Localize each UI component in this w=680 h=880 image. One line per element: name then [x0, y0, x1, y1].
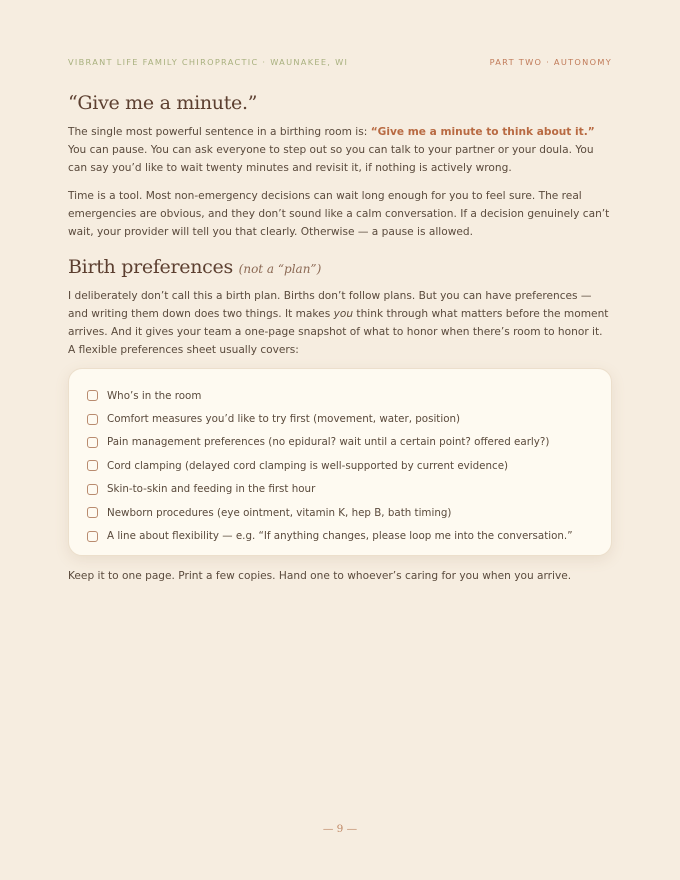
checklist-item[interactable] [87, 478, 593, 501]
checklist-item[interactable] [87, 454, 593, 477]
practice-name: VIBRANT LIFE FAMILY CHIROPRACTIC · WAUNAKEE, WI [68, 57, 349, 67]
checklist-item-label: Pain management preferences (no epidural? wait until a certain point? offered early?) [107, 436, 550, 449]
running-header [68, 57, 612, 67]
page-number: — 9 — [322, 823, 358, 835]
checklist-item[interactable] [87, 431, 593, 454]
paragraph-text: The single most powerful sentence in a birthing room is: [68, 126, 371, 138]
checkbox[interactable] [87, 437, 98, 448]
heading-subtitle: (not a “plan”) [238, 262, 322, 276]
paragraph-preferences-intro [68, 287, 612, 359]
checkbox[interactable] [87, 484, 98, 495]
checkbox[interactable] [87, 507, 98, 518]
heading-text: Birth preferences [68, 256, 233, 278]
checklist-item-label: Who’s in the room [107, 389, 202, 402]
checklist-item-label: Comfort measures you’d like to try first (movement, water, position) [107, 413, 461, 426]
heading-give-me-a-minute: “Give me a minute.” [68, 92, 258, 114]
checkbox[interactable] [87, 460, 98, 471]
checklist-item-label: Newborn procedures (eye ointment, vitamin K, hep B, bath timing) [107, 506, 452, 519]
paragraph-closing: Keep it to one page. Print a few copies. Hand one to whoever’s caring for you when you arrive. [68, 570, 572, 582]
checklist-item[interactable] [87, 407, 593, 430]
checklist-item[interactable] [87, 384, 593, 407]
checkbox[interactable] [87, 414, 98, 425]
checklist-item-label: Skin-to-skin and feeding in the first hour [107, 483, 316, 496]
section-label: PART TWO · AUTONOMY [489, 57, 612, 67]
checkbox[interactable] [87, 531, 98, 542]
paragraph-text: I deliberately don’t call this a birth plan. Births don’t follow plans. But you can have preferences — and writing them down does two things. It makes [68, 290, 592, 320]
paragraph-text: think through what matters before the moment arrives. And it gives your team a one-page snapshot of what to honor when there’s room to honor it. A flexible preferences sheet usually covers: [68, 308, 609, 356]
checklist-item-label: Cord clamping (delayed cord clamping is well-supported by current evidence) [107, 459, 509, 472]
checklist-item[interactable] [87, 501, 593, 524]
checkbox[interactable] [87, 390, 98, 401]
paragraph-text: You can pause. You can ask everyone to step out so you can talk to your partner or your doula. You can say you’d like to wait twenty minutes and revisit it, if nothing is actively wrong. [68, 144, 594, 174]
preferences-checklist [68, 368, 612, 556]
emphasis-you: you [333, 308, 354, 320]
paragraph-pause [68, 123, 612, 177]
checklist-item-label: A line about flexibility — e.g. “If anything changes, please loop me into the conversation.” [107, 530, 573, 543]
paragraph-time-is-a-tool: Time is a tool. Most non-emergency decisions can wait long enough for you to feel sure. The real emergencies are obvious, and they don’t sound like a calm conversation. If a decision genuinely can’t wait, your provider will tell you that clearly. Otherwise — a pause is allowed. [68, 190, 610, 238]
document-page [68, 0, 612, 880]
heading-birth-preferences [68, 256, 321, 278]
highlighted-quote: “Give me a minute to think about it.” [370, 126, 595, 138]
checklist-item[interactable] [87, 524, 593, 547]
